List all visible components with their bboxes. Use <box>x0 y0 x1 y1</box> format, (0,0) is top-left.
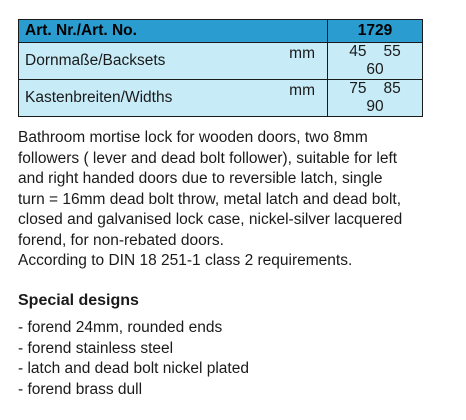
description-line: turn = 16mm dead bolt throw, metal latch and dead bolt, <box>18 190 401 208</box>
table-row <box>19 43 423 80</box>
row-label: Dornmaße/Backsets <box>25 52 166 69</box>
row-values <box>328 43 423 80</box>
value: 85 <box>383 80 401 97</box>
row-values <box>328 80 423 117</box>
description-line: Bathroom mortise lock for wooden doors, two 8mm <box>18 129 368 146</box>
description-line: According to DIN 18 251-1 class 2 requirements. <box>18 252 353 269</box>
special-designs-list <box>18 318 249 400</box>
row-unit: mm <box>289 45 315 62</box>
value: 45 <box>349 43 367 60</box>
product-description <box>18 128 458 272</box>
table-header-row <box>19 20 423 43</box>
description-line: closed and galvanised lock case, nickel-silver lacquered <box>18 211 403 228</box>
row-label: Kastenbreiten/Widths <box>25 89 173 106</box>
list-item: - forend brass dull <box>18 380 143 398</box>
description-line: and right handed doors due to reversible latch, single <box>18 170 383 187</box>
value: 90 <box>366 98 384 115</box>
spec-table <box>18 19 423 117</box>
table-row <box>19 80 423 117</box>
value: 75 <box>349 80 367 97</box>
description-line: forend, for non-rebated doors. <box>18 231 224 249</box>
list-item: - forend 24mm, rounded ends <box>18 319 223 336</box>
header-label: Art. Nr./Art. No. <box>19 20 328 43</box>
header-value: 1729 <box>328 20 423 43</box>
special-designs-heading: Special designs <box>18 292 139 309</box>
value: 55 <box>383 43 401 60</box>
value: 60 <box>366 61 384 78</box>
list-item: - latch and dead bolt nickel plated <box>18 360 249 377</box>
row-unit: mm <box>289 82 315 99</box>
description-line: followers ( lever and dead bolt follower), suitable for left <box>18 149 398 167</box>
list-item: - forend stainless steel <box>18 339 174 357</box>
